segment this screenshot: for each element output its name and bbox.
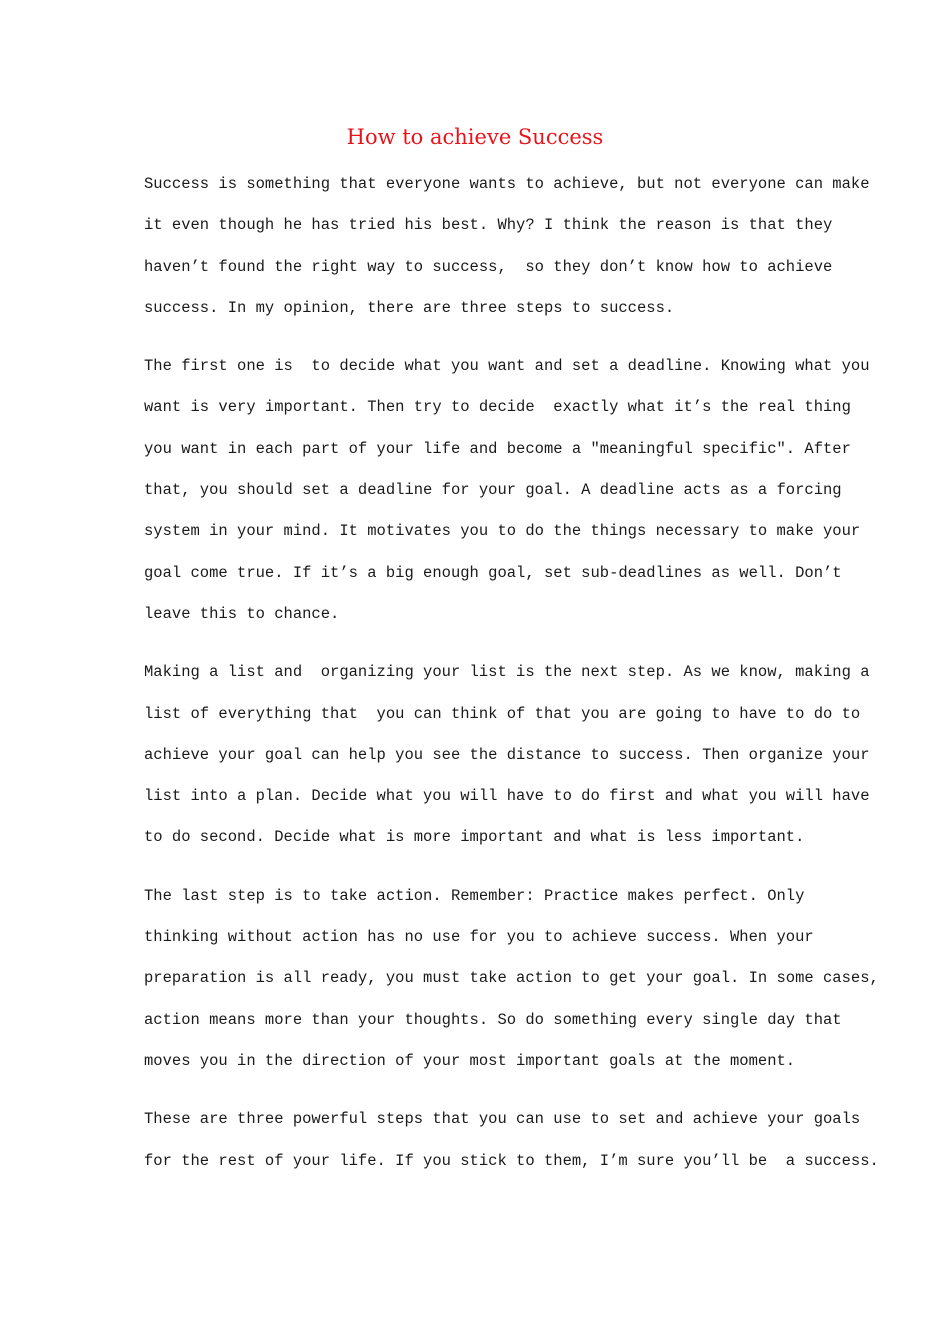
text-line: goal come true. If it’s a big enough goal, set sub-deadlines as well. Don’t <box>144 563 842 582</box>
text-line: Making a list and organizing your list is the next step. As we know, making a <box>144 663 870 682</box>
text-line: achieve your goal can help you see the distance to success. Then organize your <box>144 745 870 764</box>
text-line: leave this to chance. <box>144 604 340 623</box>
text-line: thinking without action has no use for you to achieve success. When your <box>144 928 814 947</box>
text-line: action means more than your thoughts. So do something every single day that <box>144 1010 842 1029</box>
text-line: you want in each part of your life and become a "meaningful specific". After <box>144 439 851 458</box>
text-line: it even though he has tried his best. Why? I think the reason is that they <box>144 216 833 235</box>
text-line: system in your mind. It motivates you to do the things necessary to make your <box>144 522 861 541</box>
text-line: for the rest of your life. If you stick to them, I’m sure you’ll be a success. <box>144 1151 879 1170</box>
text-line: These are three powerful steps that you can use to set and achieve your goals <box>144 1110 861 1129</box>
paragraph-step-three <box>144 876 879 1082</box>
text-line: success. In my opinion, there are three steps to success. <box>144 298 675 317</box>
document-title: How to achieve Success <box>346 125 604 149</box>
paragraph-conclusion <box>144 1099 879 1182</box>
paragraph-step-one <box>144 346 870 635</box>
text-line: to do second. Decide what is more important and what is less important. <box>144 828 805 847</box>
text-line: moves you in the direction of your most important goals at the moment. <box>144 1051 796 1070</box>
text-line: Success is something that everyone wants to achieve, but not everyone can make <box>144 175 870 193</box>
paragraph-intro <box>144 164 870 329</box>
text-line: The last step is to take action. Remember: Practice makes perfect. Only <box>144 886 805 905</box>
document-body <box>144 164 879 1199</box>
paragraph-step-two <box>144 652 870 858</box>
text-line: list into a plan. Decide what you will have to do first and what you will have <box>144 787 870 806</box>
text-line: list of everything that you can think of that you are going to have to do to <box>144 704 861 723</box>
text-line: want is very important. Then try to decide exactly what it’s the real thing <box>144 398 851 417</box>
text-line: haven’t found the right way to success, so they don’t know how to achieve <box>144 257 833 276</box>
text-line: that, you should set a deadline for your goal. A deadline acts as a forcing <box>144 481 842 500</box>
text-line: The first one is to decide what you want and set a deadline. Knowing what you <box>144 357 870 376</box>
text-line: preparation is all ready, you must take action to get your goal. In some cases, <box>144 969 879 988</box>
